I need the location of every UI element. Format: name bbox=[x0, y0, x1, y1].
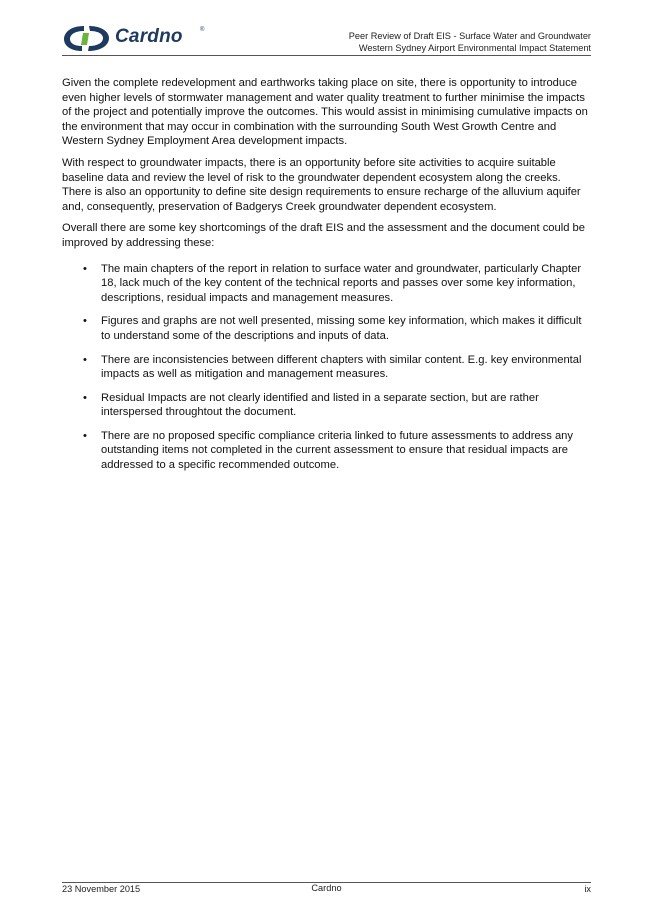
footer-company: Cardno bbox=[311, 883, 342, 893]
document-header-title bbox=[349, 30, 591, 54]
list-item-text: Residual Impacts are not clearly identified and listed in a separate section, but are rather interspersed throughtout the document. bbox=[101, 391, 539, 419]
paragraph: Overall there are some key shortcomings of the draft EIS and the assessment and the document could be improved by addressing these: bbox=[62, 222, 585, 249]
bullet-icon: • bbox=[83, 391, 87, 404]
header-title-line-2: Western Sydney Airport Environmental Impact Statement bbox=[358, 43, 591, 53]
page-number: ix bbox=[584, 884, 591, 894]
footer-date: 23 November 2015 bbox=[62, 884, 141, 894]
paragraph: Given the complete redevelopment and earthworks taking place on site, there is opportunity to introduce even higher levels of stormwater management and water quality treatment to further minimise the impacts of the project and potentially improve the outcomes. This would assist in minimising cumulative impacts on the environment that may occur in combination with the surrounding South West Growth Centre and Western Sydney Employment Area development impacts. bbox=[62, 77, 588, 148]
header-title-line-1: Peer Review of Draft EIS - Surface Water and Groundwater bbox=[348, 31, 591, 41]
logo-wordmark: Cardno bbox=[115, 26, 183, 47]
shortcomings-list bbox=[62, 262, 592, 473]
bullet-icon: • bbox=[83, 315, 87, 328]
list-item-text: There are no proposed specific compliance criteria linked to future assessments to address any outstanding items not completed in the current assessment to ensure that residual impacts are addressed to a specific recommended outcome. bbox=[101, 429, 573, 472]
document-body bbox=[62, 76, 592, 482]
bullet-icon: • bbox=[83, 353, 87, 366]
list-item-text: The main chapters of the report in relation to surface water and groundwater, particularly Chapter 18, lack much of the key content of the technical reports and passes over some key information, descriptions, residual impacts and management measures. bbox=[101, 262, 582, 304]
list-item bbox=[62, 353, 592, 382]
list-item-text: Figures and graphs are not well presented, missing some key information, which makes it difficult to understand some of the descriptions and inputs of data. bbox=[101, 315, 582, 342]
list-item-text: There are inconsistencies between different chapters with similar content. E.g. key environmental impacts as well as mitigation and management measures. bbox=[101, 353, 582, 381]
cardno-logo bbox=[62, 24, 212, 54]
paragraph: With respect to groundwater impacts, there is an opportunity before site activities to acquire suitable baseline data and review the level of risk to the groundwater dependent ecosystem along the creeks. There is also an opportunity to define site design requirements to ensure recharge of the alluvium aquifer and, consequently, preservation of Badgerys Creek groundwater dependent ecosystem. bbox=[62, 156, 581, 213]
bullet-icon: • bbox=[83, 262, 87, 275]
list-item bbox=[62, 314, 592, 343]
registered-mark: ® bbox=[200, 27, 205, 33]
list-item bbox=[62, 391, 592, 420]
list-item bbox=[62, 429, 592, 473]
header-divider bbox=[62, 55, 591, 56]
bullet-icon: • bbox=[83, 429, 87, 442]
list-item bbox=[62, 262, 592, 306]
cardno-logo-mark-icon bbox=[62, 24, 112, 54]
